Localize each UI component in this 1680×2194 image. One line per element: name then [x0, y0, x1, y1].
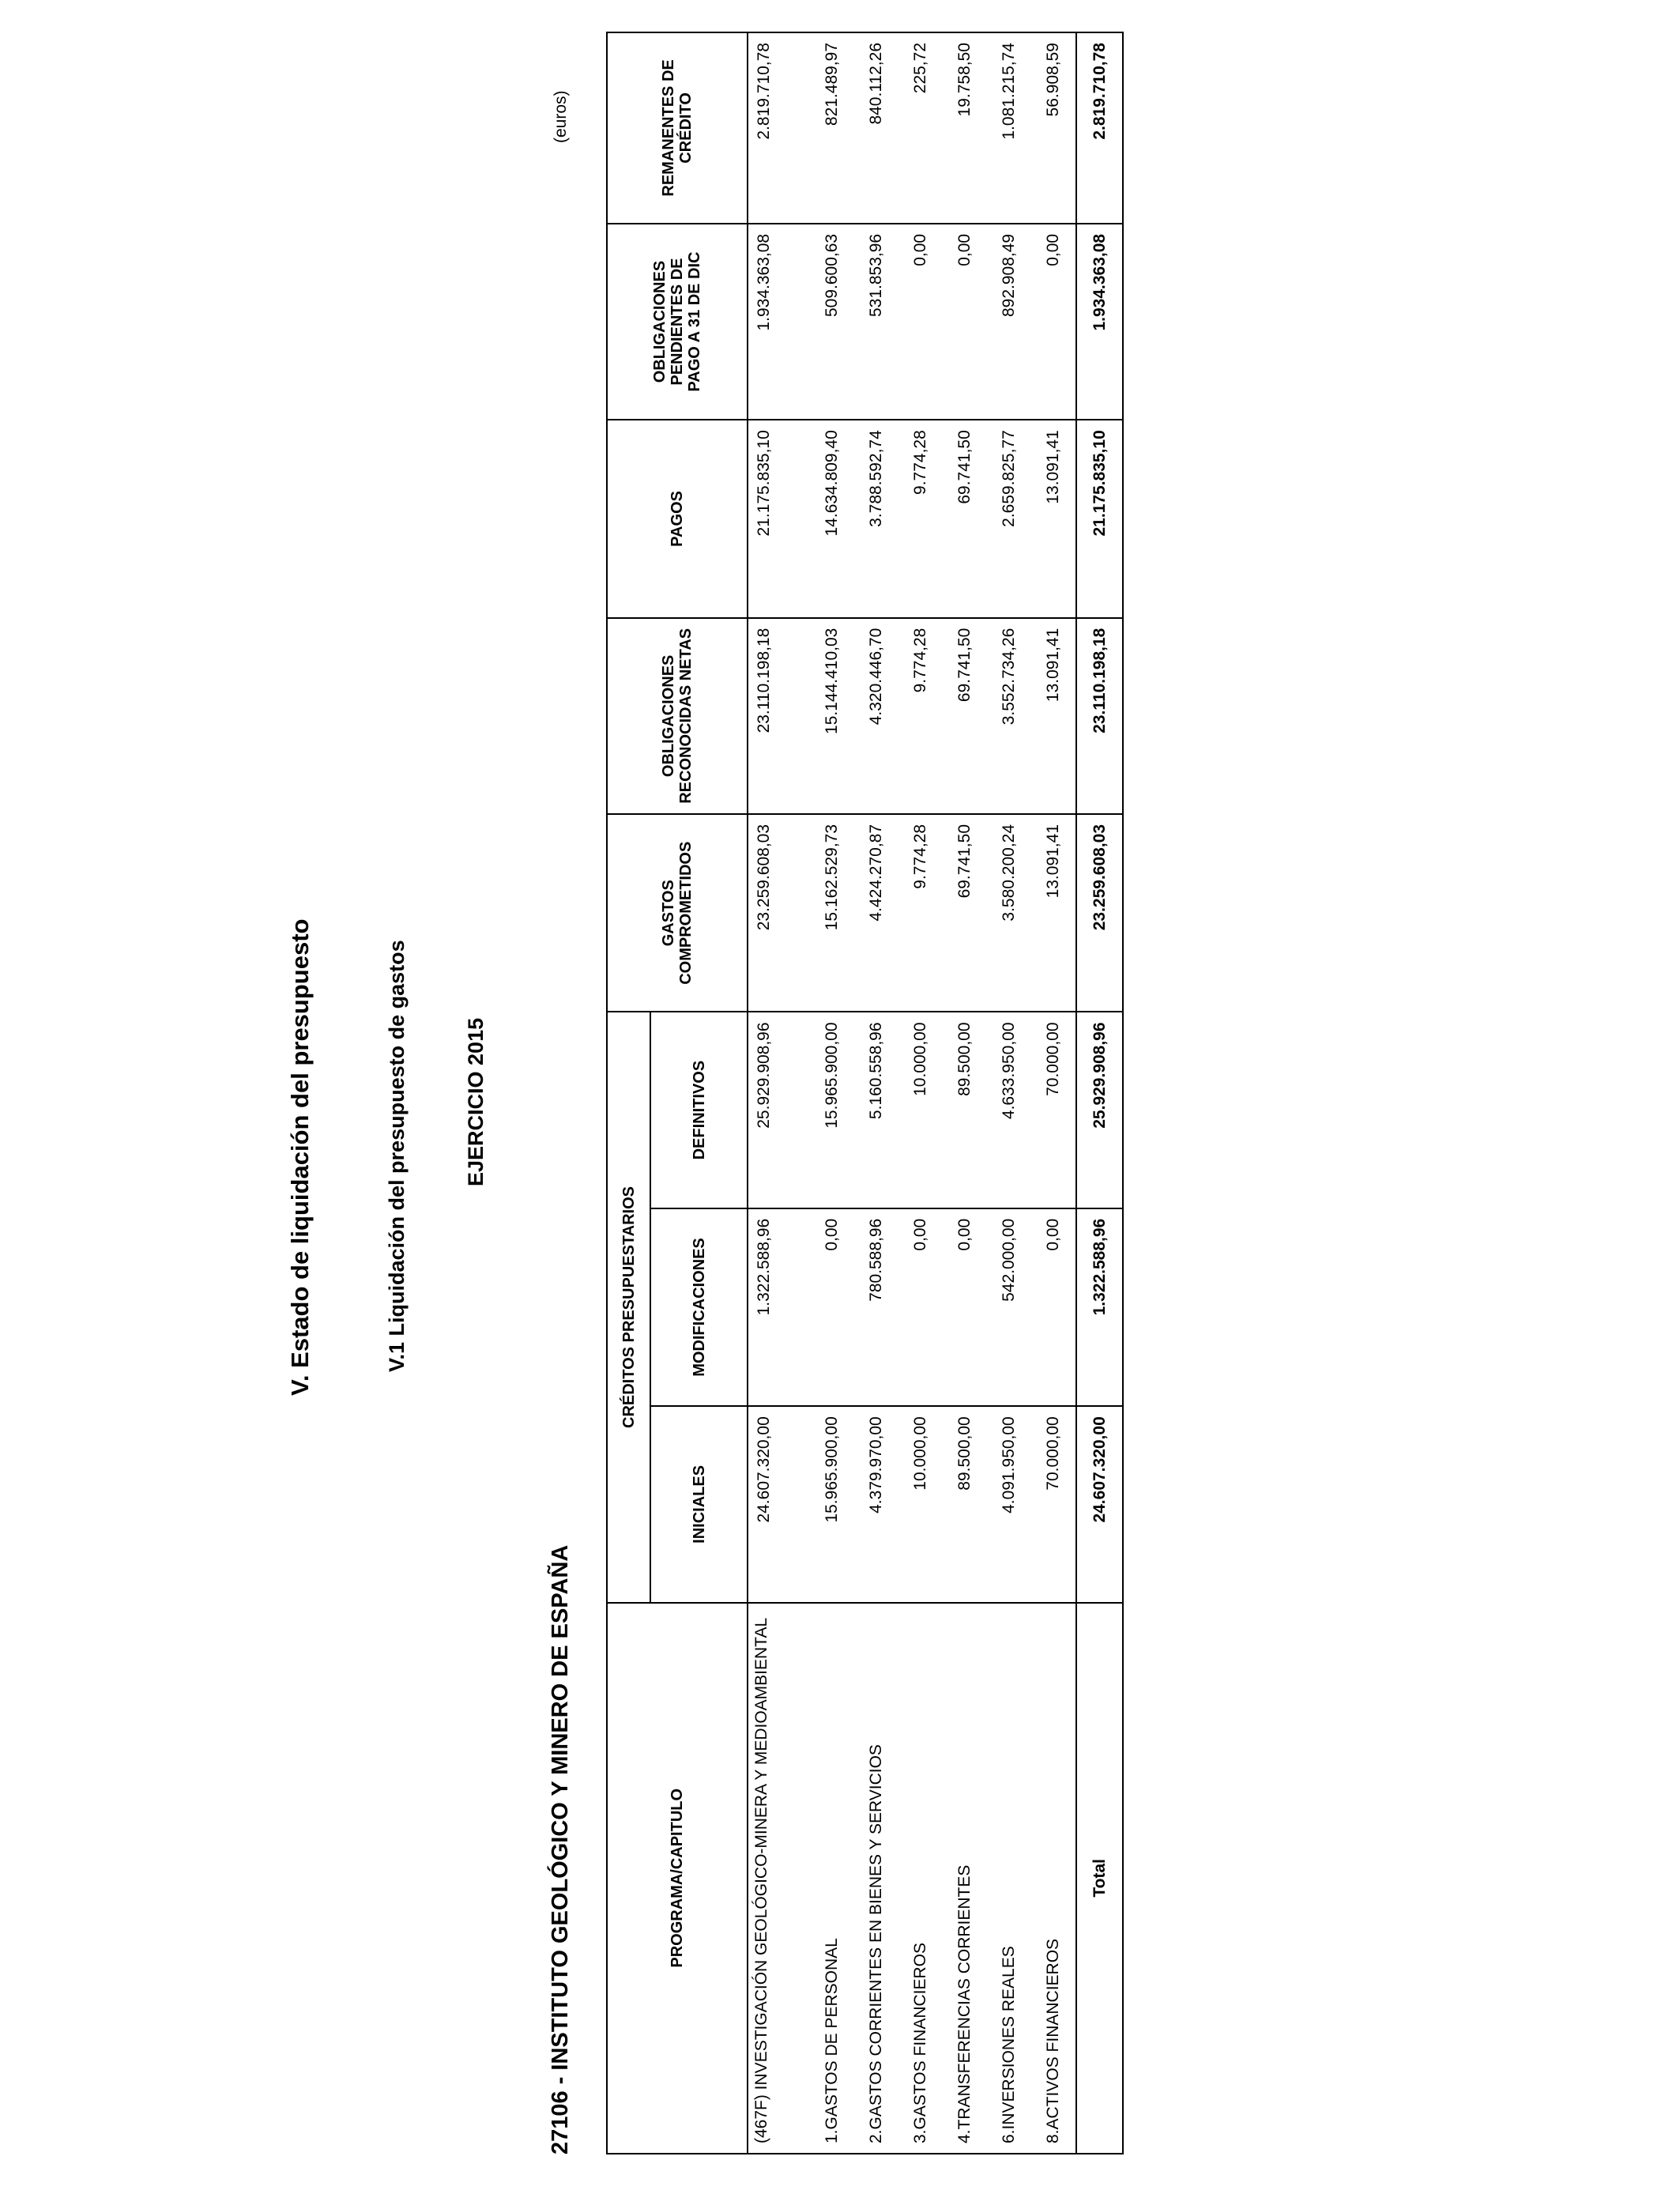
cell-pagos: 2.659.825,77 [987, 420, 1031, 617]
cell-remanentes: 19.758,50 [943, 32, 987, 224]
col-iniciales: INICIALES [650, 1406, 748, 1602]
total-iniciales: 24.607.320,00 [1076, 1406, 1123, 1602]
cell-iniciales: 15.965.900,00 [810, 1406, 854, 1602]
cell-pendientes: 0,00 [1031, 224, 1076, 420]
col-gastos: GASTOS COMPROMETIDOS [607, 814, 748, 1012]
cell-iniciales: 89.500,00 [943, 1406, 987, 1602]
cell-remanentes: 2.819.710,78 [748, 32, 810, 224]
col-modificaciones: MODIFICACIONES [650, 1208, 748, 1406]
col-remanentes: REMANENTES DE CRÉDITO [607, 32, 748, 224]
cell-pagos: 3.788.592,74 [854, 420, 898, 617]
cell-gastos: 23.259.608,03 [748, 814, 810, 1012]
col-programa: PROGRAMA/CAPITULO [607, 1603, 748, 2154]
cell-obligaciones: 15.144.410,03 [810, 618, 854, 814]
table-row [943, 32, 987, 2154]
table-row [748, 32, 810, 2154]
cell-definitivos: 4.633.950,00 [987, 1012, 1031, 1208]
row-label: 4.TRANSFERENCIAS CORRIENTES [943, 1603, 987, 2154]
cell-definitivos: 89.500,00 [943, 1012, 987, 1208]
group-creditos: CRÉDITOS PRESUPUESTARIOS [607, 1012, 650, 1602]
cell-obligaciones: 9.774,28 [898, 618, 943, 814]
cell-iniciales: 70.000,00 [1031, 1406, 1076, 1602]
cell-pendientes: 0,00 [943, 224, 987, 420]
total-modificaciones: 1.322.588,96 [1076, 1208, 1123, 1406]
cell-remanentes: 225,72 [898, 32, 943, 224]
cell-definitivos: 15.965.900,00 [810, 1012, 854, 1208]
cell-modificaciones: 0,00 [810, 1208, 854, 1406]
cell-definitivos: 70.000,00 [1031, 1012, 1076, 1208]
cell-obligaciones: 13.091,41 [1031, 618, 1076, 814]
row-label: 6.INVERSIONES REALES [987, 1603, 1031, 2154]
cell-gastos: 69.741,50 [943, 814, 987, 1012]
row-label: 3.GASTOS FINANCIEROS [898, 1603, 943, 2154]
cell-remanentes: 821.489,97 [810, 32, 854, 224]
page-title: V. Estado de liquidación del presupuesto [286, 918, 314, 1396]
units-label: (euros) [552, 90, 570, 143]
cell-remanentes: 840.112,26 [854, 32, 898, 224]
total-pagos: 21.175.835,10 [1076, 420, 1123, 617]
cell-definitivos: 25.929.908,96 [748, 1012, 810, 1208]
total-pendientes: 1.934.363,08 [1076, 224, 1123, 420]
col-definitivos: DEFINITIVOS [650, 1012, 748, 1208]
entity-name: 27106 - INSTITUTO GEOLÓGICO Y MINERO DE ESPAÑA [548, 1544, 573, 2154]
col-obligaciones: OBLIGACIONES RECONOCIDAS NETAS [607, 618, 748, 814]
total-remanentes: 2.819.710,78 [1076, 32, 1123, 224]
cell-pendientes: 0,00 [898, 224, 943, 420]
cell-definitivos: 5.160.558,96 [854, 1012, 898, 1208]
page-subtitle: V.1 Liquidación del presupuesto de gastos [385, 940, 409, 1372]
cell-modificaciones: 0,00 [898, 1208, 943, 1406]
header-row-group [607, 32, 650, 2154]
table-row [1031, 32, 1076, 2154]
cell-gastos: 4.424.270,87 [854, 814, 898, 1012]
cell-iniciales: 10.000,00 [898, 1406, 943, 1602]
row-label: 8.ACTIVOS FINANCIEROS [1031, 1603, 1076, 2154]
cell-obligaciones: 4.320.446,70 [854, 618, 898, 814]
cell-modificaciones: 0,00 [1031, 1208, 1076, 1406]
cell-definitivos: 10.000,00 [898, 1012, 943, 1208]
cell-iniciales: 4.379.970,00 [854, 1406, 898, 1602]
table-row [987, 32, 1031, 2154]
total-obligaciones: 23.110.198,18 [1076, 618, 1123, 814]
total-definitivos: 25.929.908,96 [1076, 1012, 1123, 1208]
cell-pendientes: 509.600,63 [810, 224, 854, 420]
cell-pendientes: 892.908,49 [987, 224, 1031, 420]
cell-pendientes: 531.853,96 [854, 224, 898, 420]
cell-iniciales: 24.607.320,00 [748, 1406, 810, 1602]
col-pagos: PAGOS [607, 420, 748, 617]
cell-modificaciones: 780.588,96 [854, 1208, 898, 1406]
row-label: (467F) INVESTIGACIÓN GEOLÓGICO-MINERA Y MEDIOAMBIENTAL [748, 1603, 810, 2154]
total-label: Total [1076, 1603, 1123, 2154]
row-label: 2.GASTOS CORRIENTES EN BIENES Y SERVICIOS [854, 1603, 898, 2154]
cell-modificaciones: 0,00 [943, 1208, 987, 1406]
budget-table [606, 32, 1124, 2154]
cell-pagos: 69.741,50 [943, 420, 987, 617]
cell-pagos: 14.634.809,40 [810, 420, 854, 617]
cell-obligaciones: 69.741,50 [943, 618, 987, 814]
cell-iniciales: 4.091.950,00 [987, 1406, 1031, 1602]
cell-gastos: 13.091,41 [1031, 814, 1076, 1012]
cell-pagos: 21.175.835,10 [748, 420, 810, 617]
exercise-label: EJERCICIO 2015 [464, 1017, 488, 1186]
cell-modificaciones: 1.322.588,96 [748, 1208, 810, 1406]
row-label: 1.GASTOS DE PERSONAL [810, 1603, 854, 2154]
table-row [810, 32, 854, 2154]
cell-pendientes: 1.934.363,08 [748, 224, 810, 420]
total-gastos: 23.259.608,03 [1076, 814, 1123, 1012]
total-row [1076, 32, 1123, 2154]
cell-modificaciones: 542.000,00 [987, 1208, 1031, 1406]
cell-obligaciones: 3.552.734,26 [987, 618, 1031, 814]
cell-remanentes: 1.081.215,74 [987, 32, 1031, 224]
cell-remanentes: 56.908,59 [1031, 32, 1076, 224]
cell-pagos: 9.774,28 [898, 420, 943, 617]
cell-pagos: 13.091,41 [1031, 420, 1076, 617]
table-row [854, 32, 898, 2154]
table-row [898, 32, 943, 2154]
cell-gastos: 9.774,28 [898, 814, 943, 1012]
cell-gastos: 3.580.200,24 [987, 814, 1031, 1012]
col-pendientes: OBLIGACIONES PENDIENTES DE PAGO A 31 DE DIC [607, 224, 748, 420]
cell-obligaciones: 23.110.198,18 [748, 618, 810, 814]
cell-gastos: 15.162.529,73 [810, 814, 854, 1012]
